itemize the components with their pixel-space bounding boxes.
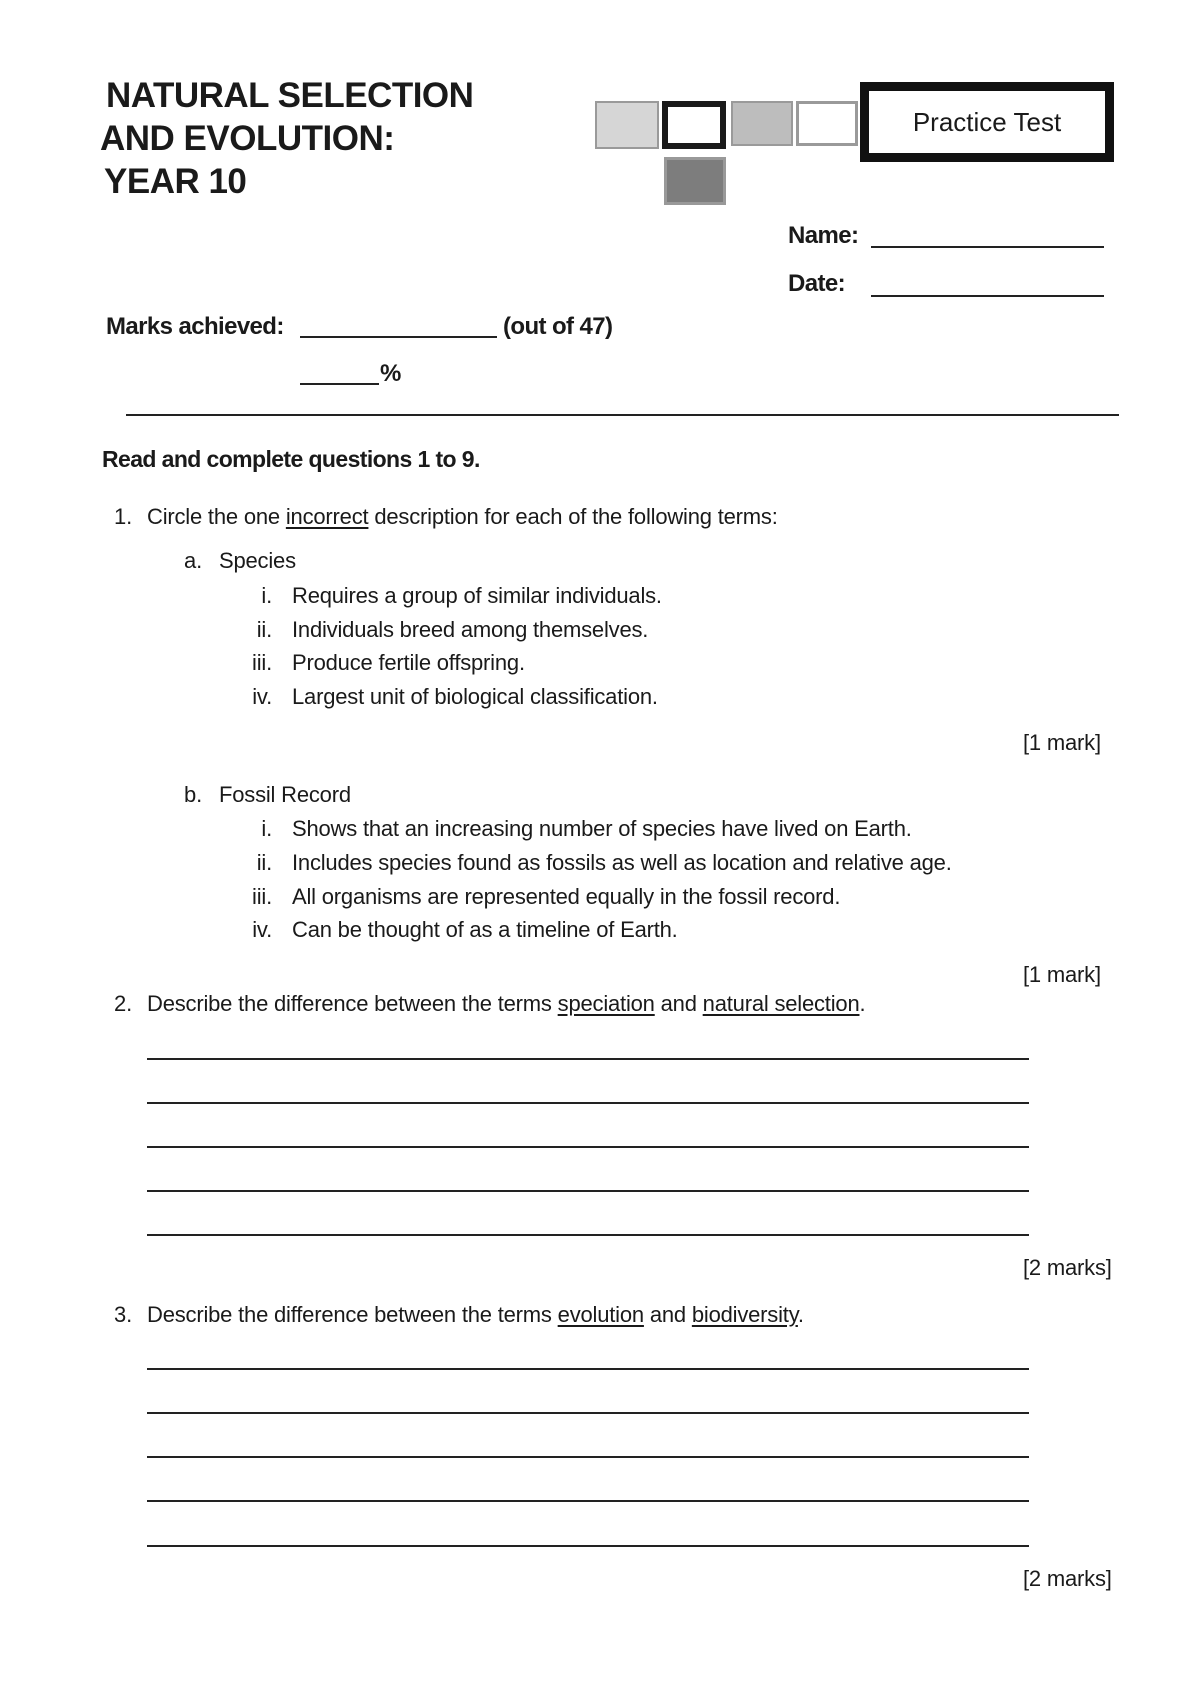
q1b-option-num: ii. — [256, 850, 272, 875]
marks-achieved-label: Marks achieved: — [106, 313, 284, 340]
q1a-term: Species — [219, 548, 296, 573]
q1a-option-text[interactable]: Individuals breed among themselves. — [292, 617, 649, 642]
q1-number: 1. — [114, 504, 132, 529]
q1-text — [147, 504, 778, 530]
worksheet-title — [100, 74, 474, 203]
q1a-letter: a. — [184, 548, 202, 573]
q3-number: 3. — [114, 1302, 132, 1327]
q3-answer-line[interactable] — [147, 1545, 1029, 1547]
percent-sign: % — [380, 360, 401, 387]
q1a-option-num: ii. — [256, 617, 272, 642]
q2-number: 2. — [114, 991, 132, 1016]
q3-pre: Describe the difference between the terms — [147, 1302, 558, 1327]
q2-pre: Describe the difference between the terms — [147, 991, 558, 1016]
q1b-option-num: i. — [261, 816, 272, 841]
date-label: Date: — [788, 270, 846, 297]
tile-dark — [664, 157, 726, 205]
q2-term-2: natural selection — [702, 991, 860, 1016]
q1b-option-num: iv. — [252, 917, 272, 942]
q1b-option-text[interactable]: Includes species found as fossils as well as location and relative age. — [292, 850, 952, 875]
name-label: Name: — [788, 222, 859, 249]
q1b-letter: b. — [184, 782, 202, 807]
practice-test-label: Practice Test — [912, 106, 1062, 137]
q1b-option-text[interactable]: All organisms are represented equally in the fossil record. — [292, 884, 841, 909]
q1a-marks: [1 mark] — [1023, 730, 1101, 755]
title-line-3: YEAR 10 — [104, 162, 247, 201]
q2-answer-line[interactable] — [147, 1058, 1029, 1060]
q3-text — [147, 1302, 804, 1328]
date-field[interactable] — [871, 295, 1104, 297]
q1a-option-text[interactable]: Requires a group of similar individuals. — [292, 583, 662, 608]
q2-answer-line[interactable] — [147, 1146, 1029, 1148]
q2-end: . — [859, 991, 866, 1016]
marks-total: (out of 47) — [503, 313, 613, 340]
instructions: Read and complete questions 1 to 9. — [102, 446, 480, 472]
q2-text — [147, 991, 865, 1017]
q1a-option-text[interactable]: Produce fertile offspring. — [292, 650, 525, 675]
q1a-option-num: iii. — [252, 650, 272, 675]
q1a-option-text[interactable]: Largest unit of biological classification. — [292, 684, 658, 709]
q1-key-word: incorrect — [285, 504, 369, 529]
q3-term-1: evolution — [557, 1302, 644, 1327]
title-line-1: NATURAL SELECTION — [106, 76, 474, 115]
q3-answer-line[interactable] — [147, 1456, 1029, 1458]
percent-field[interactable] — [300, 383, 379, 385]
tile-white — [796, 101, 858, 146]
q3-answer-line[interactable] — [147, 1368, 1029, 1370]
q2-answer-line[interactable] — [147, 1234, 1029, 1236]
tile-mid-gray — [731, 101, 793, 146]
q1b-option-num: iii. — [252, 884, 272, 909]
tile-light-1 — [595, 101, 659, 149]
q3-answer-line[interactable] — [147, 1500, 1029, 1502]
q2-mid: and — [654, 991, 703, 1016]
q1b-option-text[interactable]: Shows that an increasing number of species have lived on Earth. — [292, 816, 912, 841]
q1-post: description for each of the following terms: — [368, 504, 778, 529]
q1b-term: Fossil Record — [219, 782, 351, 807]
tile-outlined — [662, 101, 726, 149]
q3-mid: and — [643, 1302, 692, 1327]
q3-term-2: biodiversity — [691, 1302, 798, 1327]
q1b-option-text[interactable]: Can be thought of as a timeline of Earth. — [292, 917, 678, 942]
q2-marks: [2 marks] — [1023, 1255, 1112, 1280]
name-field[interactable] — [871, 246, 1104, 248]
q2-answer-line[interactable] — [147, 1190, 1029, 1192]
q1-pre: Circle the one — [147, 504, 286, 529]
q1b-marks: [1 mark] — [1023, 962, 1101, 987]
q3-end: . — [797, 1302, 804, 1327]
q1a-option-num: i. — [261, 583, 272, 608]
marks-field[interactable] — [300, 336, 497, 338]
practice-test-badge — [860, 82, 1114, 162]
q3-answer-line[interactable] — [147, 1412, 1029, 1414]
header-divider — [126, 414, 1119, 416]
q3-marks: [2 marks] — [1023, 1566, 1112, 1591]
q2-answer-line[interactable] — [147, 1102, 1029, 1104]
title-line-2: AND EVOLUTION: — [100, 119, 395, 158]
q1a-option-num: iv. — [252, 684, 272, 709]
q2-term-1: speciation — [557, 991, 655, 1016]
